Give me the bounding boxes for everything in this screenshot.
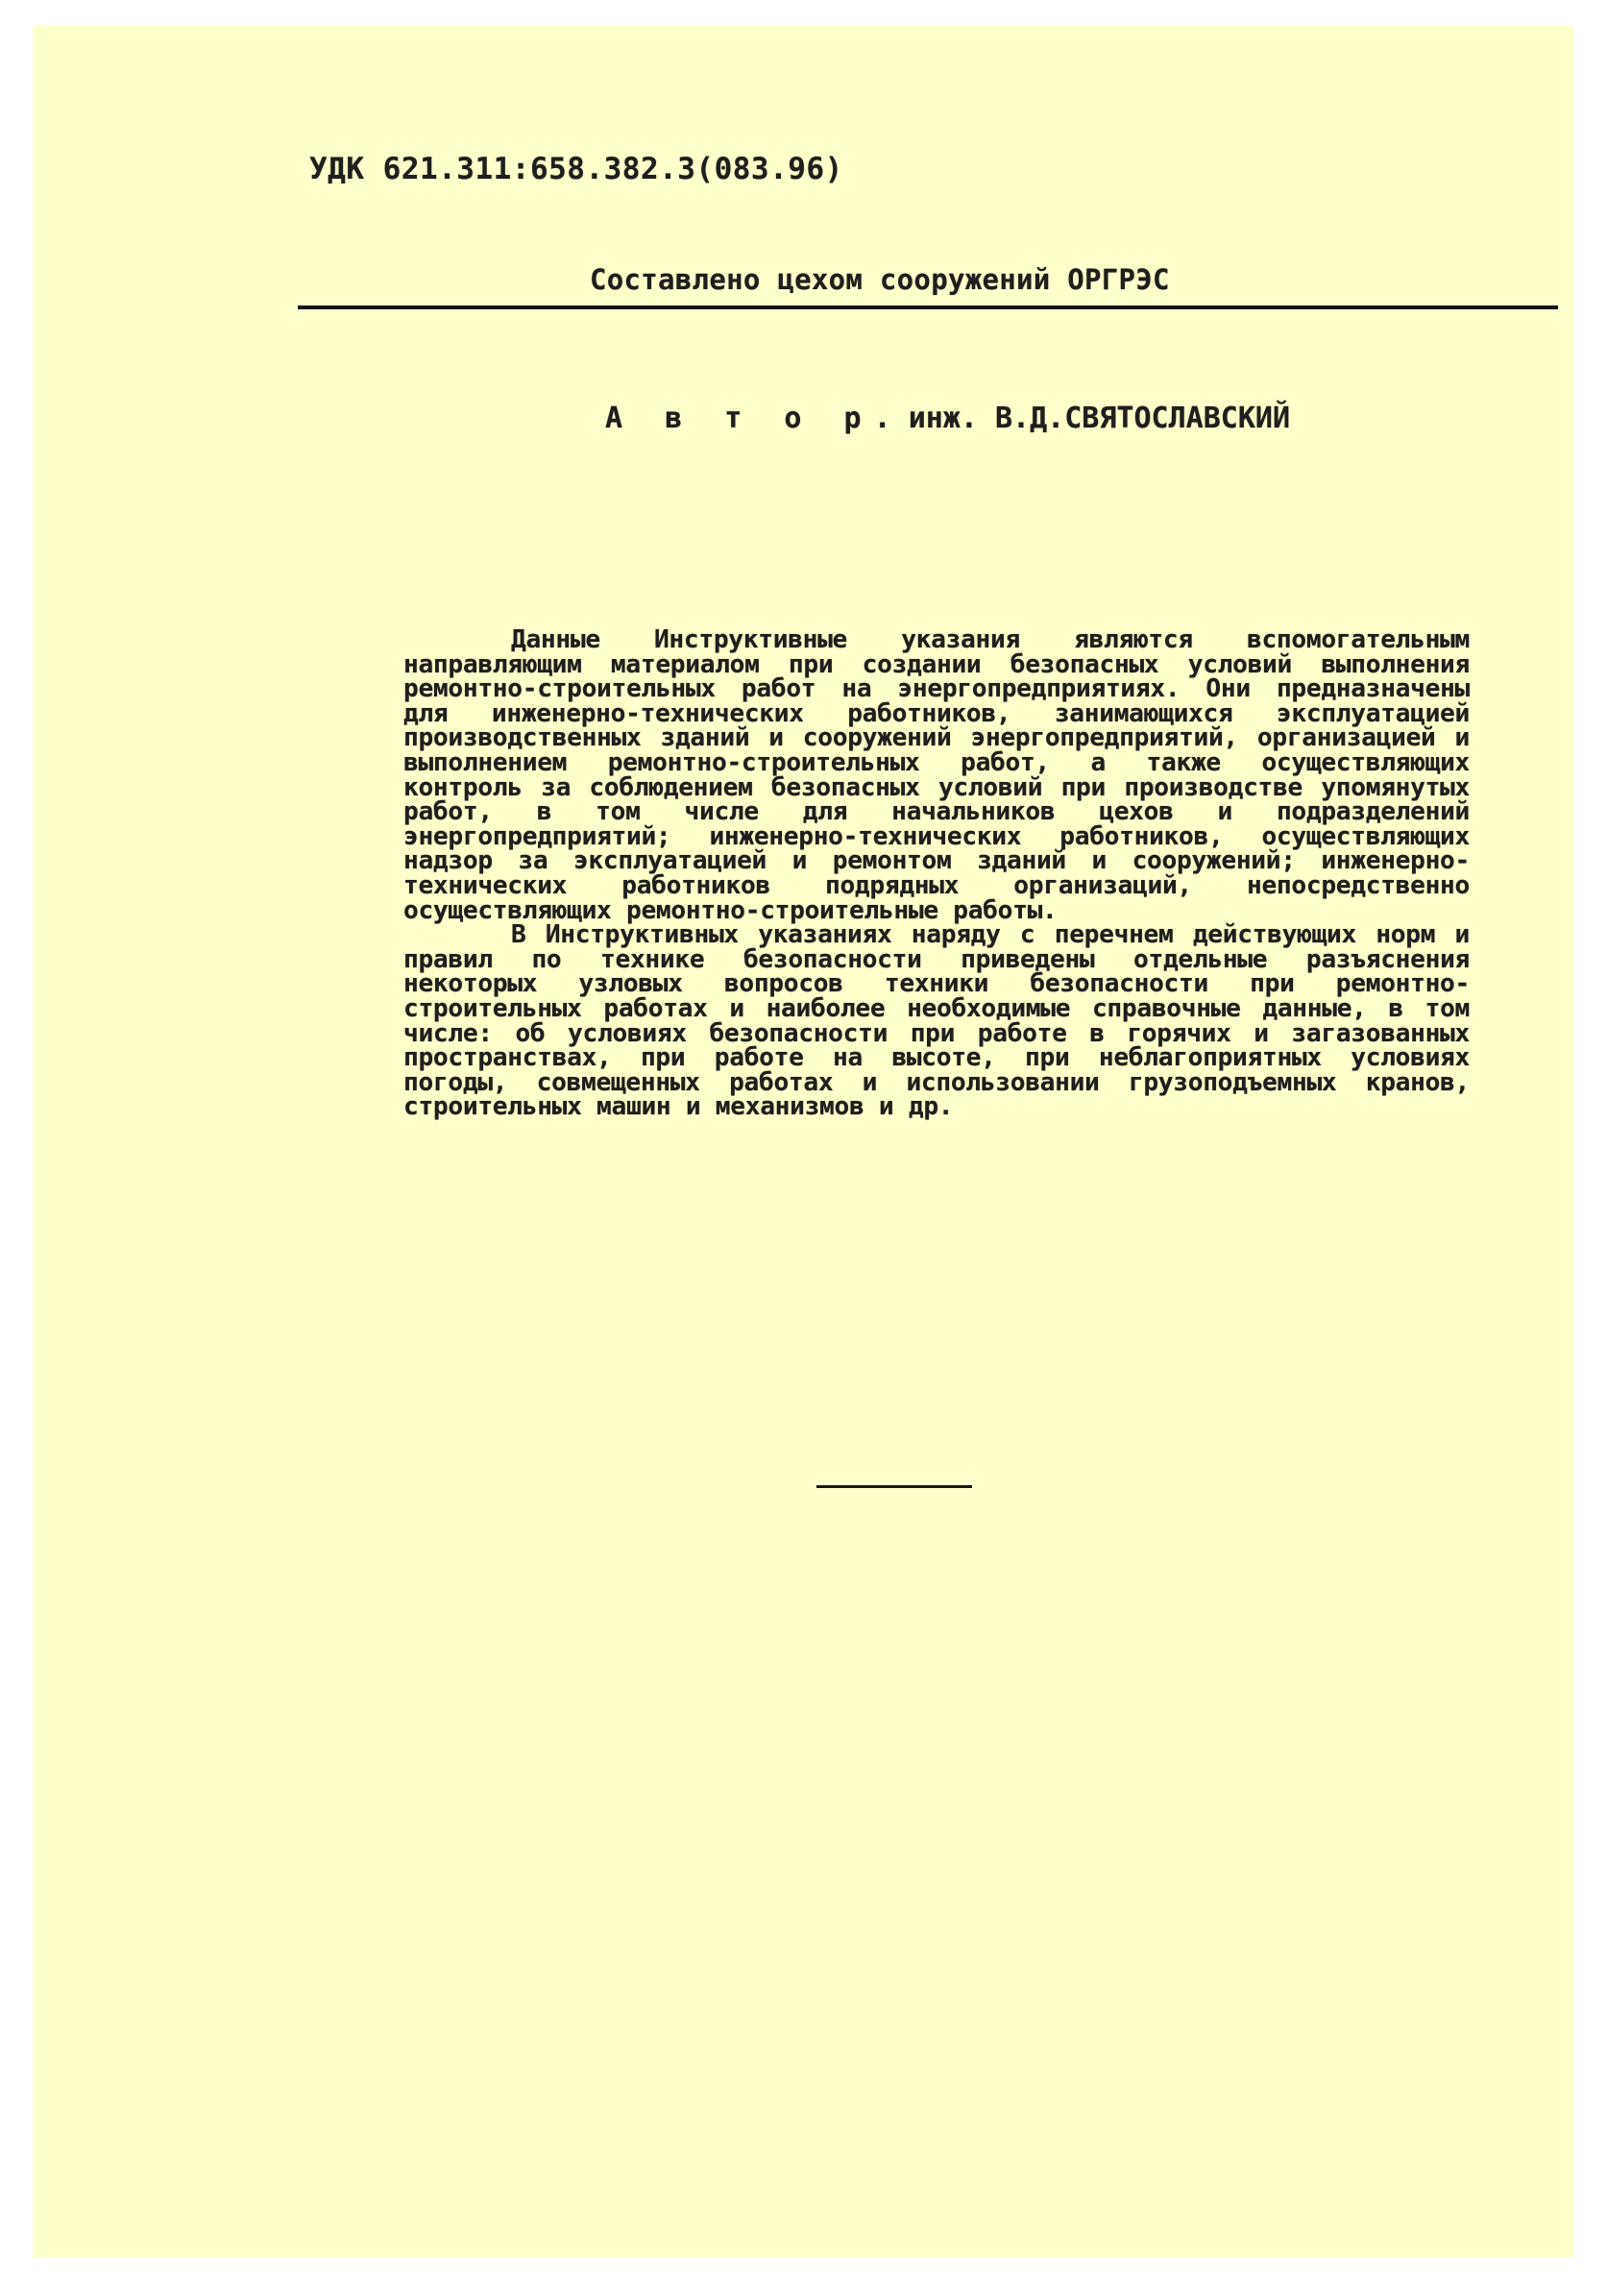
header-divider <box>298 305 1558 309</box>
closing-rule <box>816 1485 972 1488</box>
author-name: инж. В.Д.СВЯТОСЛАВСКИЙ <box>908 402 1291 435</box>
paragraph-purpose: Данные Инструктивные указания являются вспомогательным направляющим материалом при создании безопасных условий выполнения ремонтно-строительных работ на энергопредприятиях. Они предназначены для инженерно-технических работников, занимающихся эксплуатацией производственных зданий и сооружений энергопредприятий, организацией и выполнением ремонтно-строительных работ, а также осуществляющих контроль за соблюдением безопасных условий при производстве упомянутых работ, в том числе для начальников цехов и подразделений энергопредприятий; инженерно-технических работников, осуществляющих надзор за эксплуатацией и ремонтом зданий и сооружений; инженерно-технических работников подрядных организаций, непосредственно осуществляющих ремонтно-строительные работы. <box>403 625 1470 925</box>
author-line: А в т о р. инж. В.Д.СВЯТОСЛАВСКИЙ <box>605 402 1291 435</box>
author-label: А в т о р <box>605 402 874 435</box>
udc-code: УДК 621.311:658.382.3(083.96) <box>309 152 843 186</box>
document-page <box>33 25 1573 2258</box>
annotation-text <box>403 625 1470 1122</box>
paragraph-contents: В Инструктивных указаниях наряду с перечнем действующих норм и правил по технике безопасности приведены отдельные разъяснения некоторых узловых вопросов техники безопасности при ремонтно-строительных работах и наиболее необходимые справочные данные, в том числе: об условиях безопасности при работе в горячих и загазованных пространствах, при работе на высоте, при неблагоприятных условиях погоды, совмещенных работах и использовании грузоподъемных кранов, строительных машин и механизмов и др. <box>403 920 1470 1122</box>
compiled-by-line: Составлено цехом сооружений ОРГРЭС <box>590 263 1170 296</box>
